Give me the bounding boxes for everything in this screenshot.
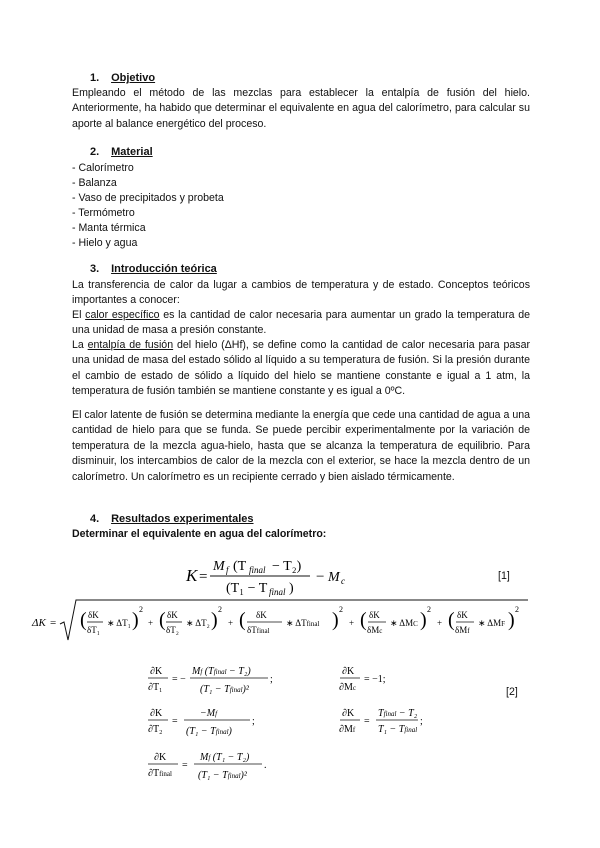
paren: ( <box>239 609 246 631</box>
frac-num: ∂K <box>154 752 167 763</box>
paren: ( <box>80 609 87 631</box>
intro-paragraph-4: El calor latente de fusión se determina mediante la energía que cede una cantidad de agua a una cantidad de hielo para que se funda. Se puede percibir experimentalmente por la variación de temperatura de la mezcla agua-hielo, hasta que se alcanza la temperatura de equilibrio. Para disminuir, los intercambios de calor de la mezcla con el exterior, se hace la mezcla dentro de un calorímetro. Un calorímetro es un recipiente cerrado y bien aislado térmicamente. <box>72 409 530 483</box>
section-heading-objetivo <box>90 72 155 84</box>
section-number: 2. <box>90 146 100 158</box>
paren: ) <box>420 609 427 631</box>
section-title: Resultados experimentales <box>111 513 254 525</box>
frac-den: ∂Mf <box>339 724 356 735</box>
partial-row-1 <box>148 666 386 695</box>
equation-1 <box>0 548 600 600</box>
list-item: - Balanza <box>72 177 117 189</box>
eq-symbol-K: K <box>186 566 198 585</box>
plus: + <box>437 618 443 628</box>
section-title: Material <box>111 146 153 158</box>
exp: 2 <box>339 605 343 614</box>
term: ∗ ΔMF <box>478 618 505 628</box>
frac-num: Mf (Tfinal − T₂) <box>192 666 251 677</box>
plus: + <box>148 618 154 628</box>
paren: ( <box>360 609 367 631</box>
uncertainty-terms <box>80 605 519 635</box>
frac-den: δTfinal <box>247 625 270 635</box>
eq-sub-final: final <box>249 565 266 575</box>
frac-num: δK <box>167 610 178 620</box>
frac-den: ∂T₁ <box>148 682 163 693</box>
frac-num: −Mf <box>200 708 218 719</box>
text-run: La <box>72 339 88 351</box>
semicolon: ; <box>270 674 273 685</box>
frac-num: ∂K <box>342 708 355 719</box>
list-item: - Manta térmica <box>72 222 146 234</box>
section-heading-introduccion <box>90 263 217 275</box>
frac-den: (T₁ − Tfinal)² <box>198 770 247 781</box>
partial-row-2 <box>148 708 423 737</box>
period: . <box>264 760 267 771</box>
eq-Mc: M <box>328 570 340 585</box>
section-title: Objetivo <box>111 72 156 84</box>
equation-partials <box>0 660 600 790</box>
frac-den: ∂Mc <box>339 682 356 693</box>
paren: ) <box>508 609 515 631</box>
eq-sub-f: f <box>226 565 229 575</box>
text-run: El <box>72 309 86 321</box>
frac-den: δMc <box>367 625 383 635</box>
intro-paragraph-2 <box>72 308 530 339</box>
term: ∗ ΔT₂ <box>186 618 210 628</box>
frac-num: δK <box>256 610 267 620</box>
equation-uncertainty <box>0 596 600 646</box>
list-item: - Calorímetro <box>72 162 134 174</box>
frac-num: δK <box>457 610 468 620</box>
resultados-subtitle: Determinar el equivalente en agua del calorímetro: <box>72 528 327 540</box>
eq-equals: = <box>50 617 57 629</box>
frac-den: (T₁ − Tfinal)² <box>200 684 249 695</box>
exp: 2 <box>139 605 143 614</box>
frac-num: δK <box>88 610 99 620</box>
eq-minus: − <box>316 569 325 585</box>
frac-num: δK <box>369 610 380 620</box>
paren: ( <box>159 609 166 631</box>
eq-Mf: M <box>213 559 225 574</box>
eq-equals: = <box>199 569 208 585</box>
eq-paren: (T <box>233 559 247 574</box>
neg-one: = −1; <box>364 674 386 685</box>
frac-den: ∂Tfinal <box>148 768 172 779</box>
frac-num: ∂K <box>150 666 163 677</box>
exp: 2 <box>515 605 519 614</box>
section-number: 1. <box>90 72 100 84</box>
section-number: 4. <box>90 513 100 525</box>
plus: + <box>228 618 234 628</box>
equals: = − <box>172 674 186 685</box>
frac-num: ∂K <box>342 666 355 677</box>
frac-num: Mf (T₁ − T₂) <box>200 752 250 763</box>
intro-paragraph-3 <box>72 338 530 400</box>
list-item: - Vaso de precipitados y probeta <box>72 192 224 204</box>
section-heading-material <box>90 146 153 158</box>
frac-den: T₁ − Tfinal <box>378 724 418 735</box>
eq-sub-c: c <box>341 576 345 586</box>
term-calor-especifico: calor específico <box>85 309 160 321</box>
eq-paren-close: ) <box>289 581 294 596</box>
term: ∗ ΔT₁ <box>107 618 131 628</box>
frac-den: δMf <box>455 625 470 635</box>
term: ∗ ΔTfinal <box>286 618 320 628</box>
intro-paragraph-1: La transferencia de calor da lugar a cambios de temperatura y de estado. Conceptos teóricos importantes a conocer: <box>72 279 530 307</box>
frac-den: δT₂ <box>166 625 179 635</box>
paren: ) <box>211 609 218 631</box>
frac-num: Tfinal − T₂ <box>378 708 418 719</box>
section-heading-resultados <box>90 513 254 525</box>
eq-sub-final: final <box>269 587 286 597</box>
frac-den: ∂T₂ <box>148 724 163 735</box>
text-run: del hielo (ΔHf), se define como la cantidad de calor necesaria para pasar una unidad de masa del estado sólido al líquido a su temperatura de fusión. Si la presión durante el cambio de estado de sólido a líquido del hielo se mantiene constante e igual a 1 atm, la temperatura de fusión también se mantiene constante y es igual a 0ºC. <box>72 339 531 398</box>
term: ∗ ΔMC <box>390 618 418 628</box>
material-list <box>72 161 224 251</box>
equals: = <box>182 760 188 771</box>
frac-den: (T₁ − Tfinal) <box>186 726 232 737</box>
frac-den: δT₁ <box>87 625 100 635</box>
partial-row-3 <box>148 752 267 781</box>
exp: 2 <box>218 605 222 614</box>
equals: = <box>364 716 370 727</box>
equation-label-2: [2] <box>506 686 518 698</box>
exp: 2 <box>427 605 431 614</box>
section-number: 3. <box>90 263 100 275</box>
paren: ) <box>132 609 139 631</box>
eq-minus-T2: − T₂) <box>272 559 302 574</box>
plus: + <box>349 618 355 628</box>
paren: ) <box>332 609 339 631</box>
equals: = <box>172 716 178 727</box>
semicolon: ; <box>420 716 423 727</box>
text-run: es la cantidad de calor necesaria para aumentar un grado la temperatura de una unidad de masa a presión constante. <box>72 309 530 337</box>
paren: ( <box>448 609 455 631</box>
list-item: - Hielo y agua <box>72 237 138 249</box>
eq-denominator: (T₁ − T <box>226 581 268 596</box>
semicolon: ; <box>252 716 255 727</box>
eq-deltaK: ΔK <box>32 617 46 629</box>
objetivo-paragraph: Empleando el método de las mezclas para establecer la entalpía de fusión del hielo. Anteriormente, ha habido que determinar el equivalente en agua del calorímetro, para calcular su aporte al balance energético del proceso. <box>72 87 530 130</box>
section-title: Introducción teórica <box>111 263 217 275</box>
term-entalpia-fusion: entalpía de fusión <box>87 339 174 351</box>
equation-label-1: [1] <box>498 570 510 582</box>
frac-num: ∂K <box>150 708 163 719</box>
list-item: - Termómetro <box>72 207 135 219</box>
